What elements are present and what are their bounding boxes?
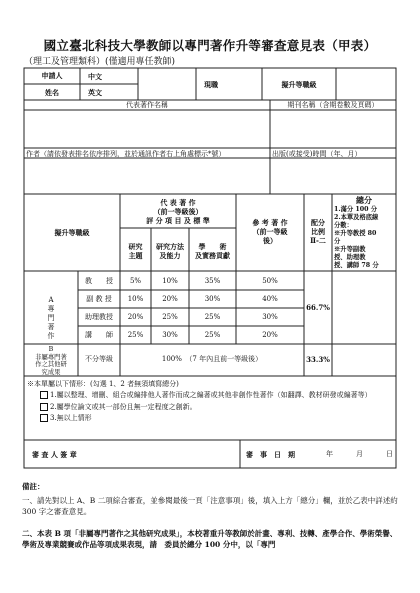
score-target-rank: 擬升等職級 <box>54 228 90 237</box>
total-header: 總分 <box>356 195 372 205</box>
contrib-assistant: 25% <box>204 313 221 321</box>
rep-work-name-header: 代表著作名稱 <box>126 101 168 109</box>
rep-work-header: 代 表 著 作 （前一等級後） 評 分 項 目 及 標 準 <box>146 198 210 225</box>
date-day: 日 <box>386 450 393 458</box>
contrib-professor: 35% <box>204 277 221 285</box>
note-1: 一、請先對以上 A、B 二項綜合審查，並參閱最後一頁「注意事項」後，填入上方「總分」欄，並於乙表中詳述約 300 字之審查意見。 <box>22 496 398 516</box>
method-associate: 20% <box>162 295 178 303</box>
date-month: 月 <box>356 450 363 458</box>
page-title: 國立臺北科技大學教師以專門著作升等審查意見表（甲表） <box>43 38 377 53</box>
group-a-label: A 專 門 著 作 <box>47 296 55 340</box>
reviewer-signature-label: 審 查 人 簽 章 <box>32 450 77 459</box>
authors-header: 作者（請依發表排名依序排列，並於通訊作者右上角處標示*號） <box>26 150 226 158</box>
rank-associate: 副 教 授 <box>86 295 112 303</box>
applicant-name-label: 姓名 <box>45 88 59 97</box>
group-b-label: B 非屬專門著 作之其他研 究成果 <box>35 346 67 376</box>
applicant-label: 申請人 <box>41 71 63 80</box>
chinese-name-label: 中文 <box>88 72 102 81</box>
publish-time-header: 出版(或接受)時間（年、月） <box>272 150 362 158</box>
review-date-label: 審 事 日 期 <box>246 450 295 459</box>
rank-professor: 教 授 <box>85 277 113 285</box>
criteria-3-checkbox[interactable] <box>40 414 48 422</box>
b-standard: 100% （7 年內且前一等級後） <box>161 355 263 363</box>
current-rank-label: 現職 <box>204 80 218 89</box>
criteria-item-1[interactable] <box>40 391 390 400</box>
notes-title: 備註： <box>22 482 45 491</box>
topic-assistant: 20% <box>127 313 144 321</box>
journal-header: 期刊名稱（含期卷數及頁碼） <box>287 101 379 109</box>
method-assistant: 25% <box>162 313 178 321</box>
criteria-intro: ※本單屬以下情形：(勾選 1、2 者無須填寫總分) <box>27 380 179 388</box>
total-notes: 1.滿分 100 分 2.本單及格底線 分數： ※升等教授 80 分 ※升等副教 授、助理教 授、講師 78 分 <box>334 206 379 269</box>
criteria-3-label: 3.無以上情形 <box>50 414 92 422</box>
criteria-2-checkbox[interactable] <box>40 403 48 411</box>
contrib-lecturer: 25% <box>204 331 221 339</box>
topic-associate: 10% <box>127 295 144 303</box>
criteria-1-label: 1.屬以整理、增刪、組合或編排他人著作而成之編著或其他非創作性著作（如翻譯、教材研發或編著等） <box>50 391 372 399</box>
weight-header: 配分 比例 Ⅱ-二 <box>310 218 326 245</box>
contrib-associate: 30% <box>204 295 221 303</box>
method-lecturer: 30% <box>162 331 178 339</box>
english-name-label: 英文 <box>88 88 102 97</box>
col-method: 研究方法 及能力 <box>156 242 184 260</box>
col-topic: 研究 主題 <box>128 242 143 260</box>
weight-a: 66.7% <box>306 303 330 312</box>
ref-assistant: 30% <box>262 313 278 321</box>
criteria-1-checkbox[interactable] <box>40 391 48 399</box>
method-professor: 10% <box>162 277 178 285</box>
criteria-item-3[interactable] <box>40 414 92 423</box>
col-contrib: 學 術 及實務貢獻 <box>195 242 230 260</box>
rank-assistant: 助理教授 <box>85 313 113 321</box>
ref-work-header: 參 考 著 作 （前一等級 後） <box>252 218 288 245</box>
ref-professor: 50% <box>262 277 278 285</box>
date-year: 年 <box>326 450 333 458</box>
topic-professor: 5% <box>129 277 142 285</box>
ref-associate: 40% <box>262 295 278 303</box>
rank-lecturer: 講 師 <box>85 331 113 339</box>
criteria-2-label: 2.屬學位論文或其一部份且無一定程度之創新。 <box>50 403 197 411</box>
weight-b: 33.3% <box>306 355 330 364</box>
ref-lecturer: 20% <box>262 331 278 339</box>
page-subtitle: （理工及管理類科）(僅適用專任教師) <box>24 57 176 67</box>
criteria-item-2[interactable] <box>40 403 197 412</box>
note-2: 二、本表 B 項「非屬專門著作之其他研究成果」，本校著重升等教師於計畫、專利、技轉、產學合作、學術榮譽、學術及專業競賽或作品等項成果表現，請 委員於總分 100 分中，以「專門 <box>22 529 398 549</box>
b-rank: 不分等級 <box>85 355 113 363</box>
topic-lecturer: 25% <box>127 331 144 339</box>
target-rank-label: 擬升等職級 <box>281 80 317 89</box>
